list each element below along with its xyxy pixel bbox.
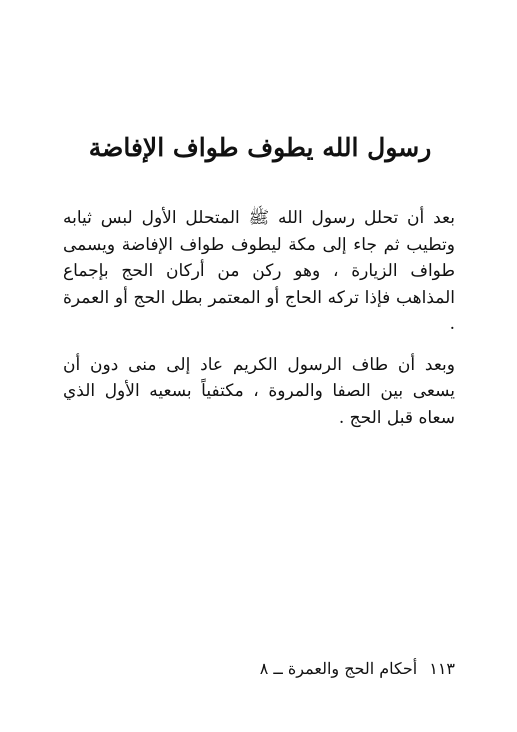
page-number: ١١٣ (429, 659, 455, 678)
paragraph-tawaf-ifadah: بعد أن تحلل رسول الله ﷺ المتحلل الأول لبس ثيابه وتطيب ثم جاء إلى مكة ليطوف طواف الإفاضة ويسمى طواف الزيارة ، وهو ركن من أركان الحج بإجماع المذاهب فإذا تركه الحاج أو المعتمر بطل الحج أو العمرة . (63, 208, 455, 334)
running-title: أحكام الحج والعمرة ــ ٨ (259, 659, 418, 678)
paragraph-return-to-mina: وبعد أن طاف الرسول الكريم عاد إلى منى دون أن يسعى بين الصفا والمروة ، مكتفياً بسعيه الأول الذي سعاه قبل الحج . (63, 354, 455, 428)
page-footer (260, 656, 455, 682)
body-text (63, 205, 455, 431)
page-title: رسول الله يطوف طواف الإفاضة (88, 133, 432, 162)
